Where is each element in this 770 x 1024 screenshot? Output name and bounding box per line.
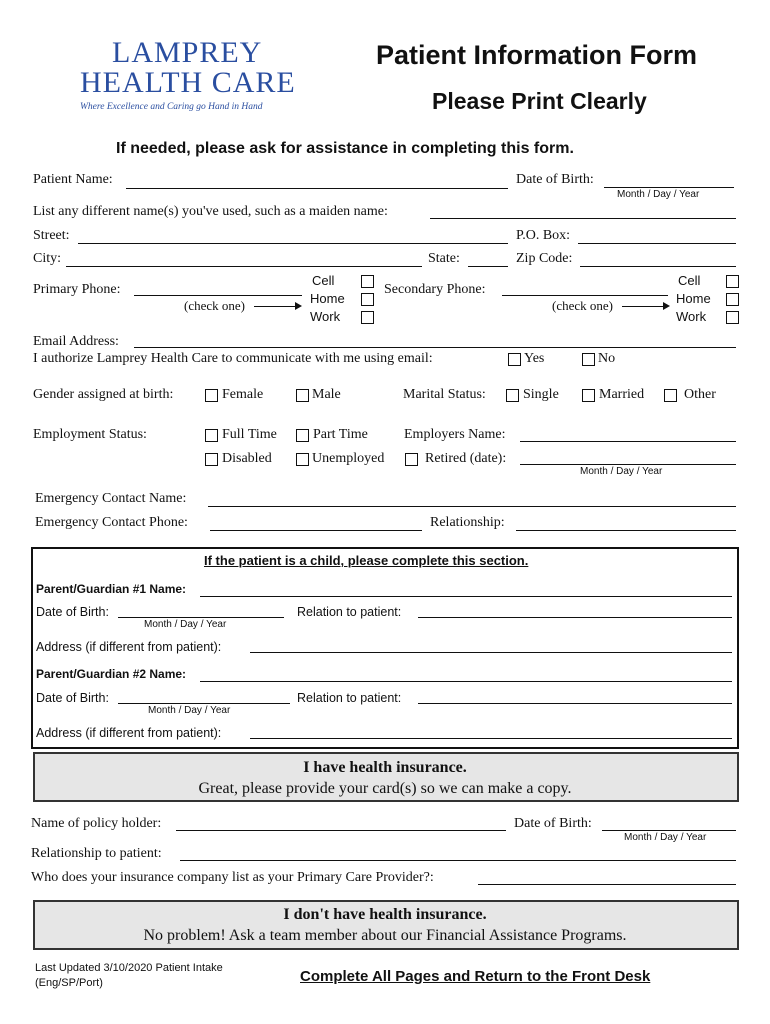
- secondary-cell-checkbox[interactable]: [726, 275, 739, 288]
- relationship-label: Relationship:: [430, 515, 505, 530]
- logo-line2: HEALTH CARE: [80, 66, 296, 99]
- male-checkbox[interactable]: [296, 389, 309, 402]
- logo-line1: LAMPREY: [112, 36, 263, 69]
- po-box-field[interactable]: [578, 243, 736, 244]
- other-label: Other: [684, 387, 716, 402]
- guardian2-dob-label: Date of Birth:: [36, 691, 109, 705]
- employers-name-label: Employers Name:: [404, 427, 506, 442]
- guardian2-field[interactable]: [200, 681, 732, 682]
- yes-label: Yes: [524, 351, 545, 366]
- relationship-field[interactable]: [516, 530, 736, 531]
- zip-field[interactable]: [580, 266, 736, 267]
- cell-label: Cell: [312, 273, 335, 288]
- relationship-to-patient-label: Relationship to patient:: [31, 846, 162, 861]
- last-updated-line2: (Eng/SP/Port): [35, 977, 103, 989]
- city-field[interactable]: [66, 266, 422, 267]
- zip-label: Zip Code:: [516, 251, 573, 266]
- check-one-hint: (check one): [184, 298, 245, 313]
- cell-label: Cell: [678, 273, 701, 288]
- guardian2-relation-field[interactable]: [418, 703, 732, 704]
- complete-note: Complete All Pages and Return to the Front Desk: [300, 968, 651, 985]
- guardian2-label: Parent/Guardian #2 Name:: [36, 667, 187, 681]
- retired-label: Retired (date):: [425, 451, 507, 466]
- street-label: Street:: [33, 228, 70, 243]
- female-label: Female: [222, 387, 264, 402]
- guardian1-relation-label: Relation to patient:: [297, 605, 402, 619]
- guardian1-relation-field[interactable]: [418, 617, 732, 618]
- primary-cell-checkbox[interactable]: [361, 275, 374, 288]
- authorize-text: I authorize Lamprey Health Care to communicate with me using email:: [33, 351, 433, 366]
- po-box-label: P.O. Box:: [516, 228, 571, 243]
- have-insurance-text: Great, please provide your card(s) so we can make a copy.: [198, 780, 572, 797]
- home-label: Home: [676, 291, 711, 306]
- secondary-home-checkbox[interactable]: [726, 293, 739, 306]
- form-title: Patient Information Form: [376, 40, 698, 70]
- primary-phone-label: Primary Phone:: [33, 282, 121, 297]
- patient-name-field[interactable]: [126, 188, 508, 189]
- employers-name-field[interactable]: [520, 441, 736, 442]
- disabled-label: Disabled: [222, 451, 272, 466]
- last-updated-line1: Last Updated 3/10/2020 Patient Intake: [35, 962, 223, 974]
- retired-checkbox[interactable]: [405, 453, 418, 466]
- email-yes-checkbox[interactable]: [508, 353, 521, 366]
- form-subtitle: Please Print Clearly: [432, 88, 647, 114]
- no-label: No: [598, 351, 616, 366]
- assist-note: If needed, please ask for assistance in completing this form.: [116, 140, 574, 157]
- female-checkbox[interactable]: [205, 389, 218, 402]
- arrow-icon: [622, 306, 668, 307]
- secondary-phone-label: Secondary Phone:: [384, 282, 486, 297]
- emergency-name-label: Emergency Contact Name:: [35, 491, 187, 506]
- state-label: State:: [428, 251, 460, 266]
- disabled-checkbox[interactable]: [205, 453, 218, 466]
- unemployed-label: Unemployed: [312, 451, 385, 466]
- emergency-name-field[interactable]: [208, 506, 736, 507]
- email-label: Email Address:: [33, 334, 119, 349]
- pcp-label: Who does your insurance company list as your Primary Care Provider?:: [31, 870, 434, 885]
- emergency-phone-field[interactable]: [210, 530, 422, 531]
- logo: [80, 38, 296, 112]
- child-section-heading: If the patient is a child, please complete this section.: [204, 553, 529, 568]
- other-names-label: List any different name(s) you've used, such as a maiden name:: [33, 204, 388, 219]
- married-checkbox[interactable]: [582, 389, 595, 402]
- gender-label: Gender assigned at birth:: [33, 387, 174, 402]
- work-label: Work: [310, 309, 341, 324]
- relationship-to-patient-field[interactable]: [180, 860, 736, 861]
- dob-label: Date of Birth:: [516, 172, 594, 187]
- city-label: City:: [33, 251, 62, 266]
- guardian1-label: Parent/Guardian #1 Name:: [36, 582, 187, 596]
- have-insurance-title: I have health insurance.: [303, 759, 467, 776]
- secondary-phone-field[interactable]: [502, 295, 668, 296]
- policy-dob-label: Date of Birth:: [514, 816, 592, 831]
- logo-tagline: Where Excellence and Caring go Hand in Hand: [80, 102, 263, 112]
- primary-phone-field[interactable]: [134, 295, 302, 296]
- retired-date-field[interactable]: [520, 464, 736, 465]
- male-label: Male: [312, 387, 341, 402]
- other-names-field[interactable]: [430, 218, 736, 219]
- retired-date-hint: Month / Day / Year: [580, 466, 663, 477]
- policy-holder-label: Name of policy holder:: [31, 816, 162, 831]
- guardian1-field[interactable]: [200, 596, 732, 597]
- patient-name-label: Patient Name:: [33, 172, 113, 187]
- guardian2-address-field[interactable]: [250, 738, 732, 739]
- single-label: Single: [523, 387, 559, 402]
- single-checkbox[interactable]: [506, 389, 519, 402]
- guardian1-dob-hint: Month / Day / Year: [144, 619, 227, 630]
- dob-field[interactable]: [604, 187, 734, 188]
- street-field[interactable]: [78, 243, 508, 244]
- home-label: Home: [310, 291, 345, 306]
- part-time-checkbox[interactable]: [296, 429, 309, 442]
- guardian1-dob-field[interactable]: [118, 617, 284, 618]
- married-label: Married: [599, 387, 645, 402]
- policy-holder-field[interactable]: [176, 830, 506, 831]
- dob-hint: Month / Day / Year: [617, 189, 700, 200]
- check-one-hint: (check one): [552, 298, 613, 313]
- employment-label: Employment Status:: [33, 427, 147, 442]
- policy-dob-hint: Month / Day / Year: [624, 832, 707, 843]
- marital-label: Marital Status:: [403, 387, 486, 402]
- primary-home-checkbox[interactable]: [361, 293, 374, 306]
- work-label: Work: [676, 309, 707, 324]
- full-time-checkbox[interactable]: [205, 429, 218, 442]
- guardian2-dob-field[interactable]: [118, 703, 290, 704]
- guardian2-relation-label: Relation to patient:: [297, 691, 402, 705]
- unemployed-checkbox[interactable]: [296, 453, 309, 466]
- other-checkbox[interactable]: [664, 389, 677, 402]
- guardian1-address-label: Address (if different from patient):: [36, 640, 222, 654]
- arrow-icon: [254, 306, 300, 307]
- full-time-label: Full Time: [222, 427, 277, 442]
- email-no-checkbox[interactable]: [582, 353, 595, 366]
- no-insurance-text: No problem! Ask a team member about our Financial Assistance Programs.: [143, 927, 627, 944]
- guardian2-address-label: Address (if different from patient):: [36, 726, 222, 740]
- guardian2-dob-hint: Month / Day / Year: [148, 705, 231, 716]
- guardian1-address-field[interactable]: [250, 652, 732, 653]
- policy-dob-field[interactable]: [602, 830, 736, 831]
- no-insurance-title: I don't have health insurance.: [283, 906, 487, 923]
- email-field[interactable]: [134, 347, 736, 348]
- guardian1-dob-label: Date of Birth:: [36, 605, 109, 619]
- secondary-work-checkbox[interactable]: [726, 311, 739, 324]
- emergency-phone-label: Emergency Contact Phone:: [35, 515, 188, 530]
- state-field[interactable]: [468, 266, 508, 267]
- pcp-field[interactable]: [478, 884, 736, 885]
- part-time-label: Part Time: [313, 427, 368, 442]
- primary-work-checkbox[interactable]: [361, 311, 374, 324]
